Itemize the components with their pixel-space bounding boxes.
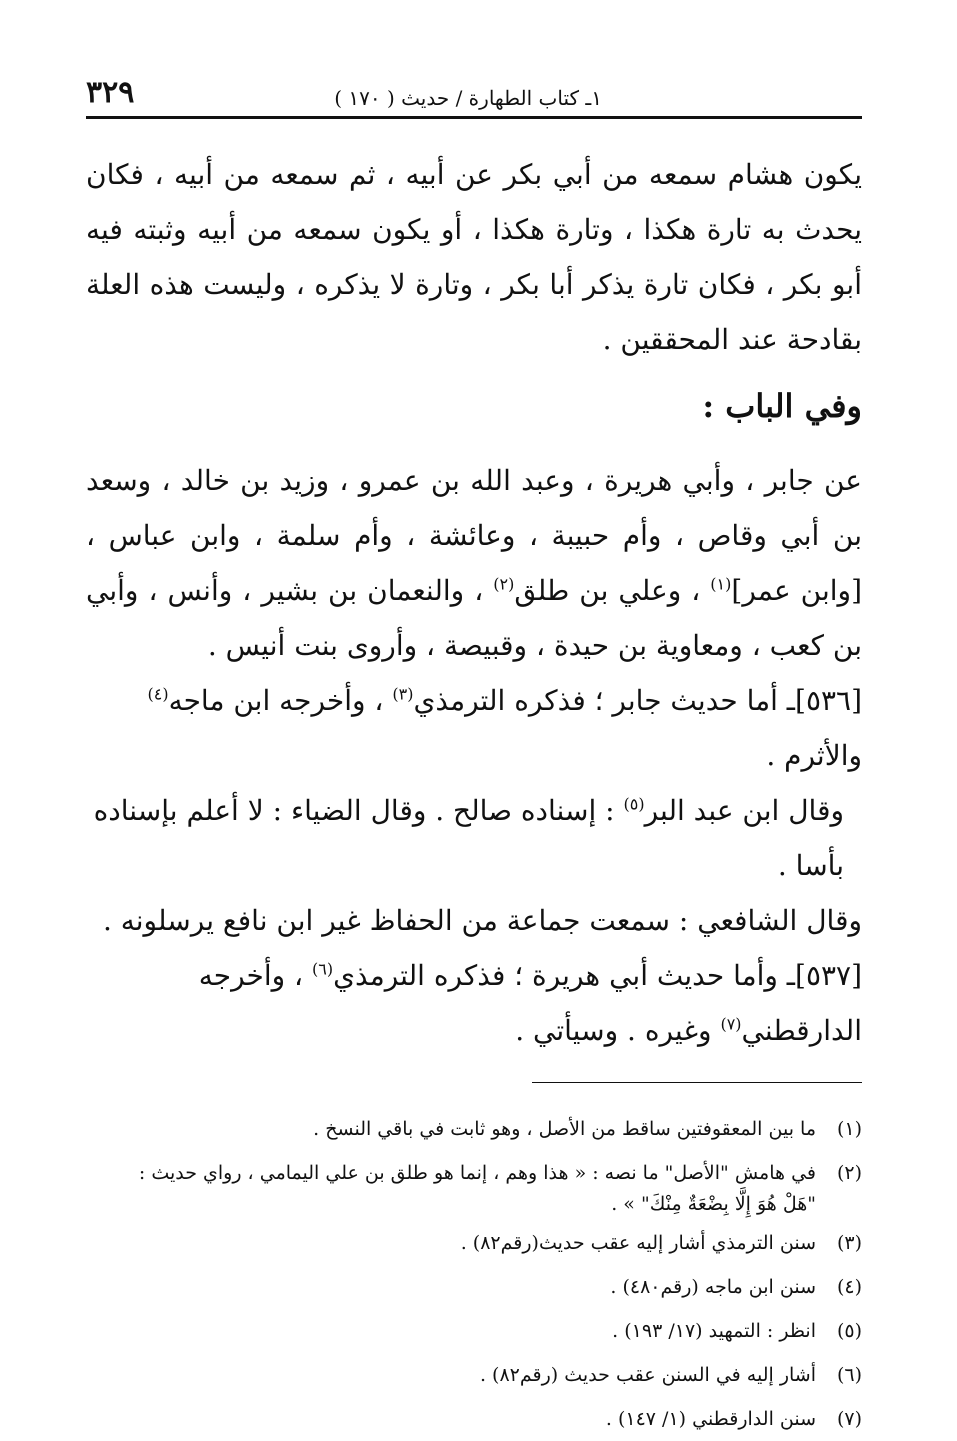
companions-text-3: ، والنعمان بن بشير ، وأنس ، وأبي بن كعب ، ومعاوية بن حيدة ، وقبيصة ، وأروى بنت أنيس . [86, 574, 862, 662]
footnote-number: (٧) [836, 1408, 862, 1430]
hadith-536-text-c: والأثرم . [766, 739, 862, 772]
footnote-ref-2[interactable]: (٢) [493, 574, 515, 594]
footnote-text: انظر : التمهيد (١٧/ ١٩٣) . [612, 1320, 816, 1342]
abdulbarr-line [86, 783, 862, 893]
abdulbarr-text-a: وقال ابن عبد البر [644, 794, 844, 827]
footnote-ref-4[interactable]: (٤) [147, 684, 169, 704]
footnote-text: سنن الترمذي أشار إليه عقب حديث(رقم٨٢) . [460, 1232, 816, 1254]
footnote-text: في هامش "الأصل" ما نصه : « هذا وهم ، إنما هو طلق بن علي اليمامي ، رواي حديث : [138, 1162, 816, 1184]
footnote-ref-1[interactable]: (١) [710, 574, 732, 594]
footnote-ref-6[interactable]: (٦) [312, 959, 334, 979]
footnote-continuation: "هَلْ هُوَ إِلَّا بِضْعَةٌ مِنْكَ" » . [611, 1193, 816, 1215]
section-heading: وفي الباب : [702, 387, 862, 425]
companions-text-2: ، وعلي بن طلق [514, 574, 711, 607]
hadith-536-text-b: ، وأخرجه ابن ماجه [168, 684, 393, 717]
footnote-text: أشار إليه في السنن عقب حديث (رقم٨٢) . [479, 1364, 816, 1386]
footnote-ref-5[interactable]: (٥) [623, 794, 645, 814]
footnote-text: ما بين المعقوفتين ساقط من الأصل ، وهو ثابت في باقي النسخ . [313, 1118, 816, 1140]
hadith-537-text-a: [٥٣٧]ـ وأما حديث أبي هريرة ؛ فذكره الترمذي [333, 959, 862, 992]
footnotes [86, 1107, 862, 1441]
page-number: ٣٢٩ [86, 75, 135, 110]
footnote-6 [86, 1353, 862, 1397]
intro-paragraph: يكون هشام سمعه من أبي بكر عن أبيه ، ثم سمعه من أبيه ، فكان يحدث به تارة هكذا ، وتارة هكذا ، أو يكون سمعه من أبيه وثبته فيه أبو بكر ، فكان تارة يذكر أبا بكر ، وتارة لا يذكره ، وليست هذه العلة بقادحة عند المحققين . [86, 158, 862, 356]
footnote-divider [532, 1082, 862, 1083]
page [86, 60, 862, 1441]
footnote-number: (٣) [836, 1232, 862, 1254]
shafii-line: وقال الشافعي : سمعت جماعة من الحفاظ غير ابن نافع يرسلونه . [102, 904, 862, 937]
footnote-ref-7[interactable]: (٧) [720, 1014, 742, 1034]
footnote-5 [86, 1309, 862, 1353]
footnote-text: سنن ابن ماجه (رقم٤٨٠) . [610, 1276, 816, 1298]
footnote-text: سنن الدارقطني (١/ ١٤٧) . [605, 1408, 816, 1430]
footnote-ref-3[interactable]: (٣) [392, 684, 414, 704]
footnote-4 [86, 1265, 862, 1309]
hadith-536-text-a: [٥٣٦]ـ أما حديث جابر ؛ فذكره الترمذي [413, 684, 862, 717]
companions-text-1: عن جابر ، وأبي هريرة ، وعبد الله بن عمرو ، وزيد بن خالد ، وسعد بن أبي وقاص ، وأم حبيبة ، وعائشة ، وأم سلمة ، وابن عباس ، [وابن عمر] [86, 464, 862, 607]
hadith-537-text-c: وغيره . وسيأتي . [515, 1014, 721, 1047]
page-header [86, 60, 862, 110]
companions-paragraph [86, 453, 862, 673]
footnote-number: (١) [836, 1118, 862, 1140]
footnote-number: (٢) [836, 1162, 862, 1184]
footnote-2 [86, 1151, 862, 1221]
footnote-number: (٥) [836, 1320, 862, 1342]
footnote-number: (٤) [836, 1276, 862, 1298]
running-title: ١ـ كتاب الطهارة / حديث ( ١٧٠ ) [334, 86, 602, 110]
footnote-3 [86, 1221, 862, 1265]
footnote-number: (٦) [836, 1364, 862, 1386]
footnote-7 [86, 1397, 862, 1441]
hadith-536 [86, 673, 862, 783]
abdulbarr-text-b: : إسناده صالح . وقال الضياء : لا أعلم بإسناده بأسا . [93, 794, 844, 882]
header-rule [86, 116, 862, 119]
footnote-1 [86, 1107, 862, 1151]
hadith-537-text-b: ، وأخرجه الدارقطني [198, 959, 862, 1047]
hadith-537 [86, 948, 862, 1058]
